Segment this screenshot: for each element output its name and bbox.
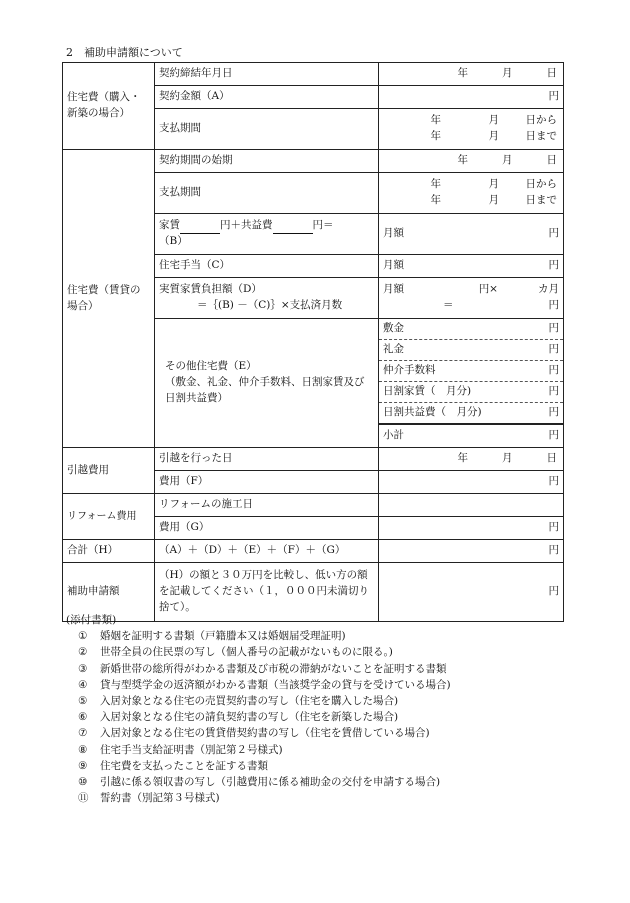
subsidy-note: （H）の額と３０万円を比較し、低い方の額を記載してください（１，０００円未満切り捨て）。 (155, 563, 379, 622)
contract-date-field[interactable]: 年 月 日 (379, 63, 564, 86)
subsidy-table (62, 62, 564, 622)
contract-start-field[interactable]: 年 月 日 (379, 150, 564, 173)
subsidy-field[interactable]: 円 (379, 563, 564, 622)
list-item: ⑨ 住宅費を支払ったことを証する書類 (78, 759, 268, 772)
rent-formula: 家賃 円＋共益費 円＝ （B） (155, 214, 379, 255)
subtotal-field[interactable]: 小計 円 (379, 424, 564, 448)
pay-period-field[interactable]: 年 月 日から 年 月 日まで (379, 109, 564, 150)
contract-amount-field[interactable]: 円 (379, 86, 564, 109)
reform-cost-label: 費用（G） (155, 517, 379, 540)
daily-common-field[interactable]: 日割共益費（ 月分) 円 (383, 406, 559, 419)
section-heading: 2 補助申請額について (66, 46, 183, 59)
daily-rent-field[interactable]: 日割家賃（ 月分) 円 (379, 382, 563, 403)
list-item: ⑤ 入居対象となる住宅の売買契約書の写し（住宅を購入した場合) (78, 695, 399, 708)
moving-date-label: 引越を行った日 (155, 448, 379, 471)
contract-date-label: 契約締結年月日 (155, 63, 379, 86)
attachments-title: (添付書類) (66, 614, 117, 626)
actual-rent-field[interactable]: 月額 円× カ月 ＝ 円 (379, 278, 564, 319)
total-category: 合計（H） (63, 540, 155, 563)
rent-monthly-field[interactable]: 月額 円 (379, 214, 564, 255)
list-item: ① 婚姻を証明する書類（戸籍謄本又は婚姻届受理証明) (78, 630, 346, 643)
housing-allowance-field[interactable]: 月額 円 (379, 255, 564, 278)
list-item: ④ 貸与型奨学金の返済額がわかる書類（当該奨学金の貸与を受けている場合) (78, 678, 451, 691)
total-field[interactable]: 円 (379, 540, 564, 563)
actual-rent-label: 実質家賃負担額（D） ＝｛(B) －（C)｝×支払済月数 (155, 278, 379, 319)
pay-period2-label: 支払期間 (155, 173, 379, 214)
key-money-field[interactable]: 礼金 円 (379, 340, 563, 361)
moving-cost-field[interactable]: 円 (379, 471, 564, 494)
moving-category: 引越費用 (63, 448, 155, 494)
list-item: ③ 新婚世帯の総所得がわかる書類及び市税の滞納がないことを証明する書類 (78, 662, 447, 675)
list-item: ⑩ 引越に係る領収書の写し（引越費用に係る補助金の交付を申請する場合) (78, 776, 441, 789)
reform-cost-field[interactable]: 円 (379, 517, 564, 540)
pay-period2-field[interactable]: 年 月 日から 年 月 日まで (379, 173, 564, 214)
reform-date-field[interactable] (379, 494, 564, 517)
agent-fee-field[interactable]: 仲介手数料 円 (379, 361, 563, 382)
contract-amount-label: 契約金額（A） (155, 86, 379, 109)
subsidy-category: 補助申請額 (63, 563, 155, 622)
attachments-list (66, 612, 451, 806)
deposit-field[interactable]: 敷金 円 (379, 319, 563, 340)
contract-start-label: 契約期間の始期 (155, 150, 379, 173)
list-item: ⑥ 入居対象となる住宅の請負契約書の写し（住宅を新築した場合) (78, 711, 399, 724)
reform-category: リフォーム費用 (63, 494, 155, 540)
moving-date-field[interactable]: 年 月 日 (379, 448, 564, 471)
list-item: ⑪ 誓約書（別記第３号様式) (78, 792, 220, 805)
fees-breakdown (379, 319, 564, 425)
moving-cost-label: 費用（F） (155, 471, 379, 494)
housing-allowance-label: 住宅手当（C） (155, 255, 379, 278)
pay-period-label: 支払期間 (155, 109, 379, 150)
list-item: ⑦ 入居対象となる住宅の賃貸借契約書の写し（住宅を賃借している場合) (78, 727, 430, 740)
rent-category: 住宅費（賃貸の場合） (63, 150, 155, 448)
list-item: ② 世帯全員の住民票の写し（個人番号の記載がないものに限る。) (78, 646, 393, 659)
list-item: ⑧ 住宅手当支給証明書（別記第２号様式) (78, 743, 283, 756)
other-housing-label: その他住宅費（E） （敷金、礼金、仲介手数料、日割家賃及び日割共益費） (155, 319, 379, 448)
total-formula: （A）＋（D）＋（E）＋（F）＋（G） (155, 540, 379, 563)
purchase-category: 住宅費（購入・新築の場合） (63, 63, 155, 150)
reform-date-label: リフォームの施工日 (155, 494, 379, 517)
